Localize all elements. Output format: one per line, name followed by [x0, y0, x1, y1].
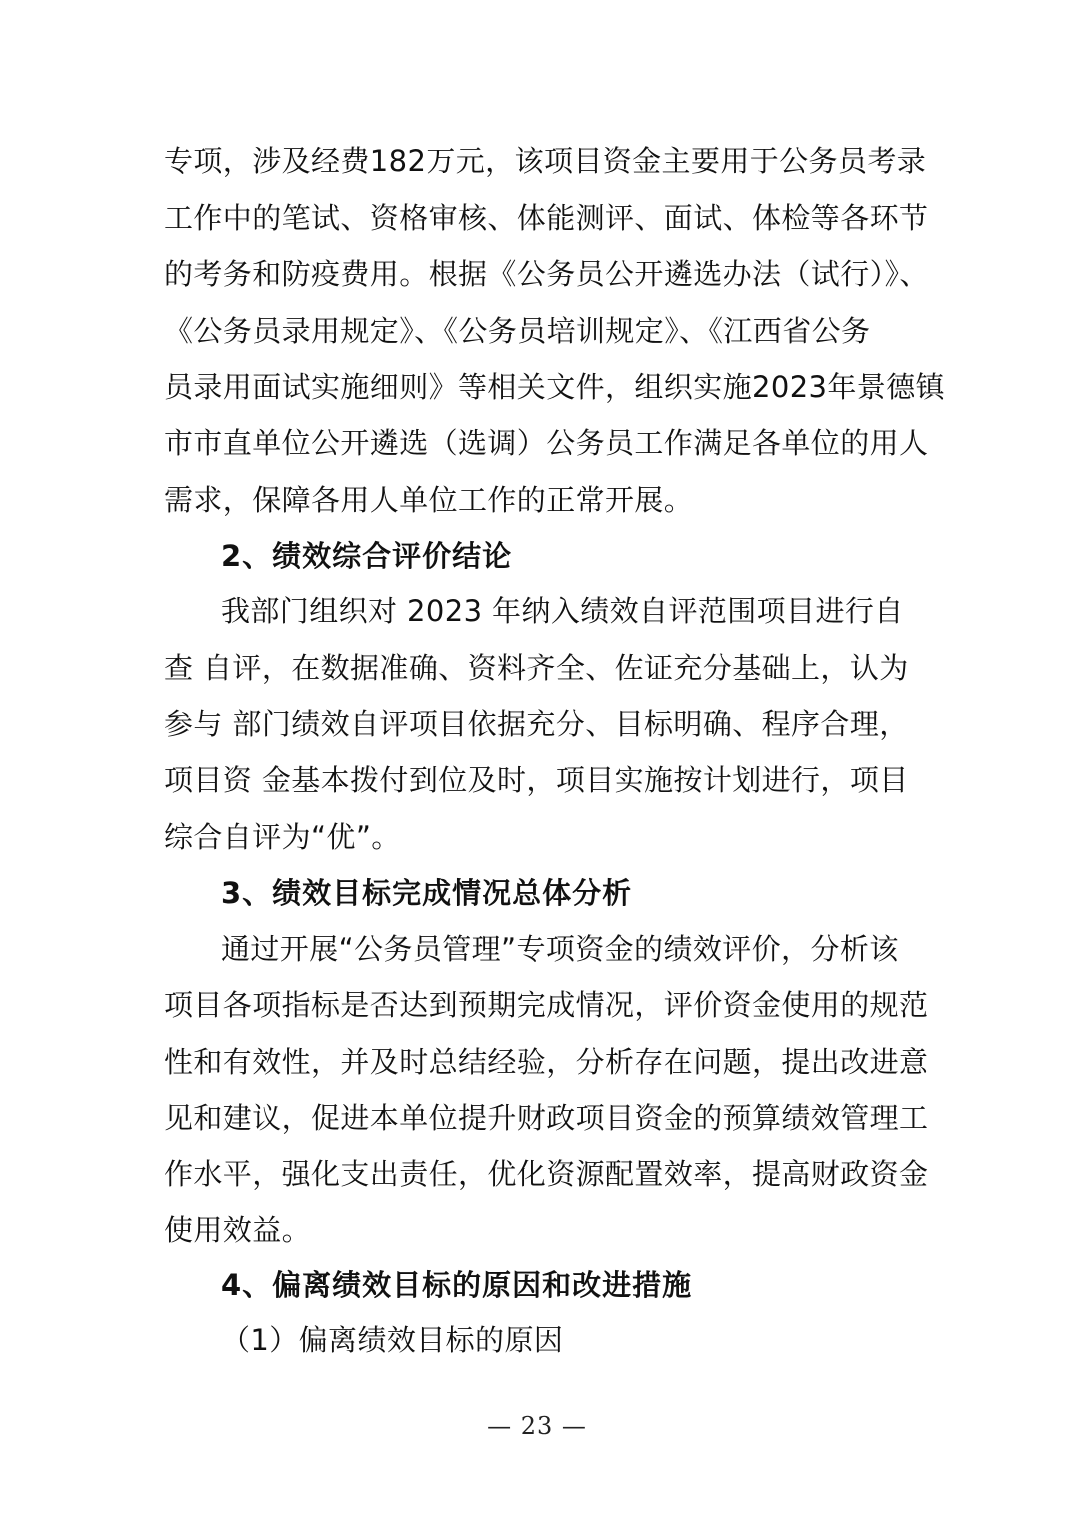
body-text-line: 的考务和防疫费用。根据《公务员公开遴选办法（试行）》、 [164, 257, 929, 291]
body-text-line: 市市直单位公开遴选（选调）公务员工作满足各单位的用人 [164, 426, 929, 460]
body-text-line: 《公务员录用规定》、《公务员培训规定》、《江西省公务 [164, 314, 871, 348]
body-text-line: 通过开展“公务员管理”专项资金的绩效评价，分析该 [221, 932, 899, 966]
body-text-line: 项目资 金基本拨付到位及时，项目实施按计划进行，项目 [164, 763, 909, 797]
body-text-line: 员录用面试实施细则》等相关文件，组织实施2023年景德镇 [164, 370, 946, 404]
body-text-line: 专项，涉及经费182万元，该项目资金主要用于公务员考录 [164, 144, 927, 178]
body-text-line: 需求，保障各用人单位工作的正常开展。 [164, 483, 694, 517]
body-text-line: 性和有效性，并及时总结经验，分析存在问题，提出改进意 [164, 1045, 929, 1079]
body-text-line: 项目各项指标是否达到预期完成情况，评价资金使用的规范 [164, 988, 929, 1022]
body-text-line: 工作中的笔试、资格审核、体能测评、面试、体检等各环节 [164, 201, 929, 235]
body-text-line: 我部门组织对 2023 年纳入绩效自评范围项目进行自 [221, 594, 904, 628]
section-heading: 2、绩效综合评价结论 [221, 539, 513, 573]
subsection-heading: （1）偏离绩效目标的原因 [221, 1323, 564, 1357]
body-text-line: 查 自评，在数据准确、资料齐全、佐证充分基础上，认为 [164, 651, 909, 685]
body-text-line: 见和建议，促进本单位提升财政项目资金的预算绩效管理工 [164, 1101, 929, 1135]
body-text-line: 作水平，强化支出责任，优化资源配置效率，提高财政资金 [164, 1157, 929, 1191]
section-heading: 4、偏离绩效目标的原因和改进措施 [221, 1268, 693, 1302]
section-heading: 3、绩效目标完成情况总体分析 [221, 876, 633, 910]
page-number: — 23 — [487, 1412, 587, 1440]
body-text-line: 使用效益。 [164, 1213, 312, 1247]
body-text-line: 参与 部门绩效自评项目依据充分、目标明确、程序合理， [164, 707, 909, 741]
body-text-line: 综合自评为“优”。 [164, 820, 401, 854]
